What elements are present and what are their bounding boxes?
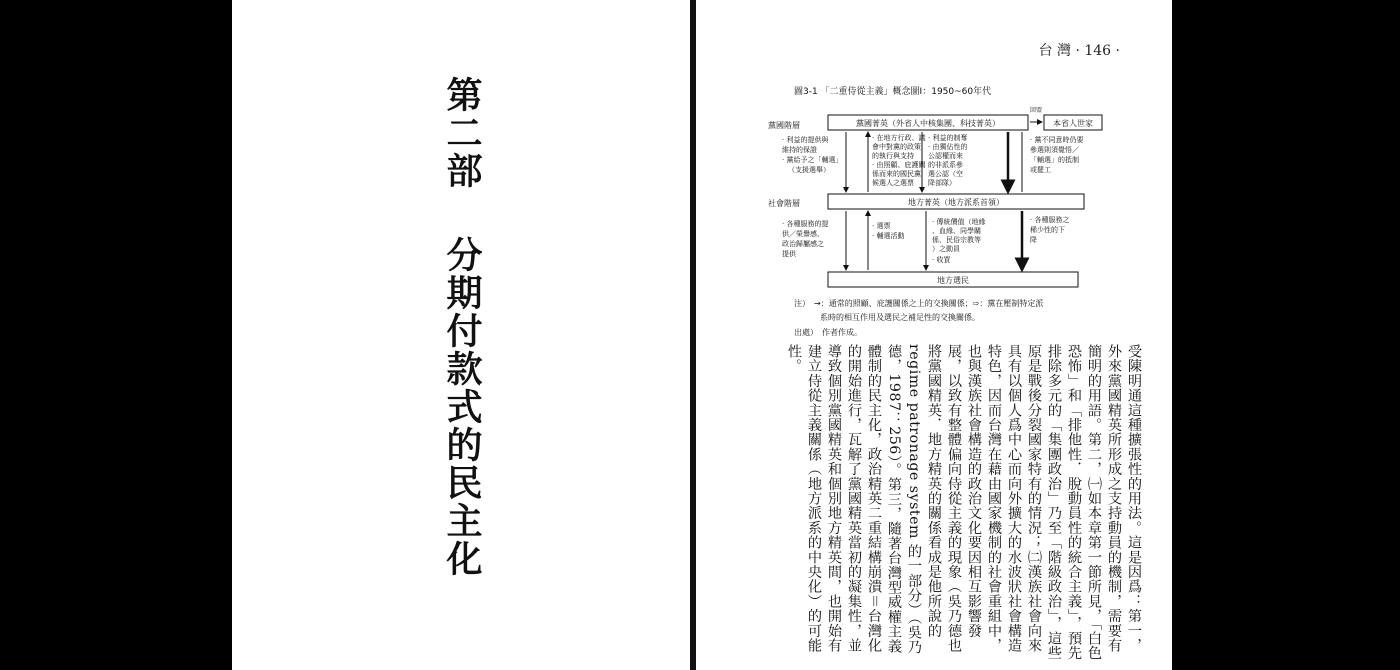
provincial-family-label: 本省人世家: [1053, 119, 1093, 128]
part-label: 第二部: [441, 76, 483, 190]
row-label-party-state: 黨國階層: [768, 121, 800, 130]
party-elite-label: 黨國菁英（外省人中核集團、科技菁英）: [856, 119, 1000, 128]
local-elite-label: 地方菁英（地方派系首領）: [908, 198, 1004, 207]
row-label-society: 社會階層: [768, 199, 800, 208]
right-top-text: · 黨不同意時仍要 參選則須覺悟／ 「輔選」的抵制 或罷工: [1030, 136, 1084, 174]
local-voters-label: 地方選民: [937, 276, 969, 285]
alliance-label: 回盟: [1029, 107, 1043, 114]
body-paragraph: 受陳明通這種擴張性的用法。這是因爲：第一，外來黨國精英所形成之支持動員的機制，需要有簡明的用語。第二，㈠如本章第一節所見，「白色恐怖」和「排他性．脫動員性的統合主義」，預先排除多元的「集團政治」乃至「階級政治」，這些原是戰後分裂國家特有的情況；㈡漢族社會向來具有以個人爲中心而向外擴大的水波狀社會構造特色，因而台灣在藉由國家機制的社會重組中，也與漢族社會構造的政治文化要因相互影響發展，以致有整體偏向侍從主義的現象（吳乃德也將黨國精英．地方精英的關係看成是他所說的 regime patronage system 的一部分）（吳乃德，1987：256）。第三，隨著台灣型威權主義體制的民主化，政治精英二重結構崩潰＝台灣化的開始進行，瓦解了黨國精英當初的凝集性，並導致個別黨國精英和個別地方精英間，也開始有建立侍從主義關係（地方派系的中央化）的可能性。: [786, 344, 1142, 661]
mid-top-right-text: · 利益的制奪 · 由獨佔性的 公認權而來 的非派系參 選公認（空 降部隊）: [928, 134, 968, 187]
figure-note-line-2: 系時的相互作用及選民之補足性的交換關係。: [820, 313, 980, 322]
body-text: [744, 344, 1144, 662]
figure-title: 圖3-1 「二重侍從主義」概念圖Ⅰ：1950~60年代: [794, 87, 992, 97]
left-bottom-text: · 各種服務的提 供／榮譽感、 政治歸屬感之 提供: [782, 220, 829, 258]
figure-source: 出處） 作者作成。: [794, 328, 862, 337]
figure-note-line-1: 注） →：通常的照顧、庇護關係之上的交換關係；⇨：黨在壓制特定派: [794, 299, 1044, 308]
left-page: [232, 0, 690, 670]
running-head: 台 灣 · 146 ·: [1038, 43, 1120, 59]
clientelism-diagram: [696, 0, 1172, 300]
part-title: 分期付款式的民主化: [441, 236, 483, 578]
right-page: [696, 0, 1172, 670]
mid-bottom-right-text: · 傳統價值（地緣 、血緣、同學關 係、民俗宗教等 ）之動員 · 收買: [932, 218, 986, 264]
left-top-text: · 利益的提供與 維持的保證 · 黨給予之「輔選」 （支援選舉）: [782, 136, 843, 174]
right-bottom-text: · 各種服務之 稀少性的下 降: [1030, 216, 1070, 244]
mid-top-left-text: · 在地方行政、議 會中對黨的政策 的執行與支持 · 由照顧、庇護關 係而來的國民黨 候選人之選票: [872, 134, 926, 187]
mid-bottom-left-text: · 選票 · 輔選活動: [872, 222, 905, 240]
